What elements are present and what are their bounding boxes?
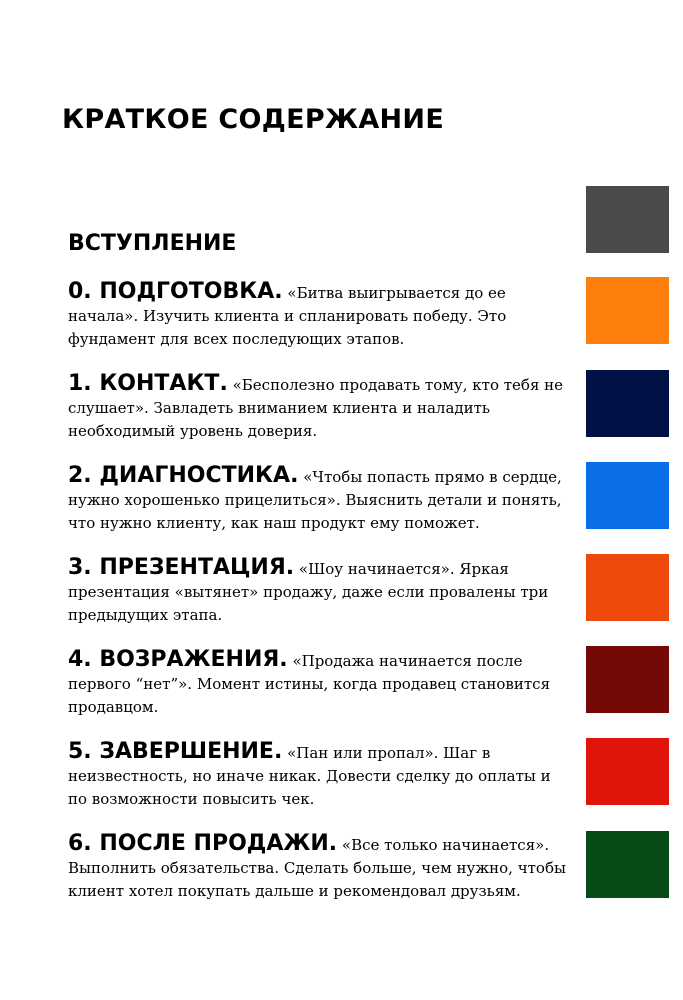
section-heading: 1. КОНТАКТ. (68, 371, 228, 396)
section-text: «Чтобы попасть прямо в сердце, нужно хорошенько прицелиться». Выяснить детали и понять, что нужно клиенту, как наш продукт ему поможет. (68, 468, 562, 532)
color-swatch (586, 831, 669, 898)
section-presentation (68, 556, 568, 627)
section-heading: 0. ПОДГОТОВКА. (68, 279, 283, 304)
color-swatch (586, 186, 669, 253)
section-text: «Продажа начинается после первого “нет”». Момент истины, когда продавец становится продавцом. (68, 652, 551, 716)
color-swatch (586, 370, 669, 437)
section-intro-heading: ВСТУПЛЕНИЕ (68, 231, 237, 256)
section-heading: 4. ВОЗРАЖЕНИЯ. (68, 647, 288, 672)
section-after-sale (68, 832, 568, 903)
section-text: «Битва выигрывается до ее начала». Изучить клиента и спланировать победу. Это фундамент для всех последующих этапов. (68, 284, 507, 348)
color-swatch (586, 462, 669, 529)
page-title: КРАТКОЕ СОДЕРЖАНИЕ (62, 104, 445, 135)
section-heading: 6. ПОСЛЕ ПРОДАЖИ. (68, 831, 338, 856)
color-swatch (586, 277, 669, 344)
section-objections (68, 648, 568, 719)
section-heading: 2. ДИАГНОСТИКА. (68, 463, 299, 488)
color-swatch (586, 738, 669, 805)
section-text: «Пан или пропал». Шаг в неизвестность, но иначе никак. Довести сделку до оплаты и по возможности повысить чек. (68, 744, 551, 808)
section-text: «Шоу начинается». Яркая презентация «вытянет» продажу, даже если провалены три предыдущих этапа. (68, 560, 549, 624)
section-diagnostics (68, 464, 568, 535)
section-text: «Все только начинается». Выполнить обязательства. Сделать больше, чем нужно, чтобы клиент хотел покупать дальше и рекомендовал друзьям. (68, 836, 566, 900)
section-closing (68, 740, 568, 811)
section-text: «Бесполезно продавать тому, кто тебя не слушает». Завладеть вниманием клиента и наладить необходимый уровень доверия. (68, 376, 564, 440)
section-heading: 5. ЗАВЕРШЕНИЕ. (68, 739, 283, 764)
section-preparation (68, 280, 568, 351)
color-swatch (586, 554, 669, 621)
section-contact (68, 372, 568, 443)
section-heading: 3. ПРЕЗЕНТАЦИЯ. (68, 555, 295, 580)
color-swatch (586, 646, 669, 713)
